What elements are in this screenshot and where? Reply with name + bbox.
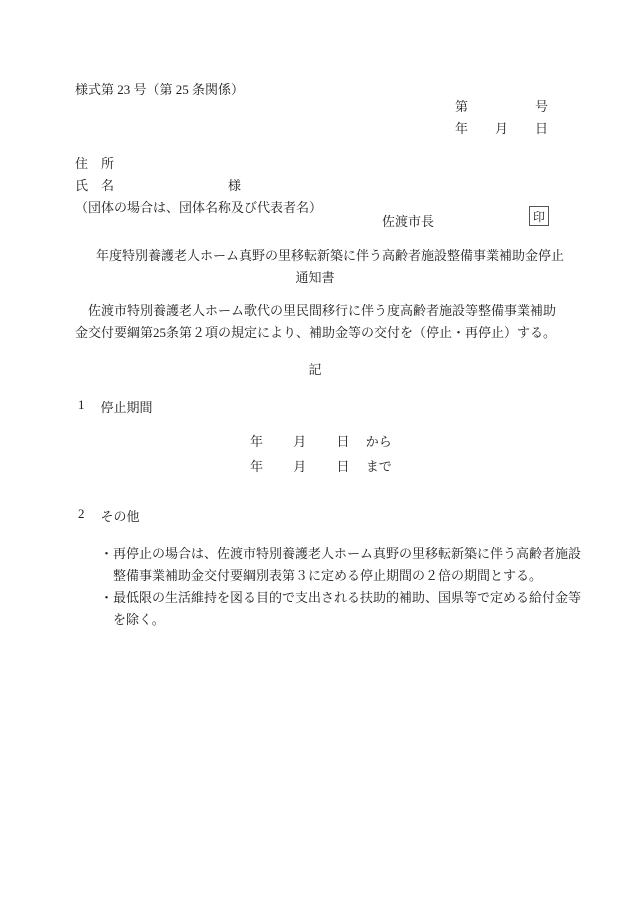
doc-number-prefix: 第 bbox=[455, 99, 469, 114]
honorific-label: 様 bbox=[228, 178, 242, 193]
period-to-line bbox=[250, 456, 392, 475]
other-notes-list bbox=[100, 543, 582, 631]
bullet-text-line: 再停止の場合は、佐渡市特別養護老人ホーム真野の里移転新築に伴う高齢者施設 bbox=[113, 546, 582, 561]
bullet-text-line: 整備事業補助金交付要綱別表第３に定める停止期間の２倍の期間とする。 bbox=[113, 568, 543, 583]
section-2-label: その他 bbox=[100, 509, 140, 524]
period-to-year: 年 bbox=[250, 459, 264, 474]
name-label-first: 氏 bbox=[75, 178, 89, 193]
document-title-line2: 通知書 bbox=[295, 270, 335, 285]
bullet-marker: ・ bbox=[100, 590, 114, 605]
body-line: 金交付要綱第25条第２項の規定により、補助金等の交付を（停止・再停止）する。 bbox=[75, 325, 557, 340]
address-label-second: 所 bbox=[101, 156, 115, 171]
record-marker: 記 bbox=[308, 362, 322, 377]
recipient-name-line bbox=[75, 175, 241, 194]
list-item bbox=[100, 543, 582, 587]
section-2-number: 2 bbox=[78, 506, 85, 521]
document-title-line1: 年度特別養護老人ホーム真野の里移転新築に伴う高齢者施設整備事業補助金停止 bbox=[95, 248, 564, 263]
period-from-line bbox=[250, 431, 392, 450]
name-label-second: 名 bbox=[101, 178, 115, 193]
date-month-label: 月 bbox=[494, 121, 508, 136]
period-from-day: 日 bbox=[336, 434, 350, 449]
date-year-label: 年 bbox=[455, 121, 469, 136]
period-from-month: 月 bbox=[293, 434, 307, 449]
bullet-text-line: を除く。 bbox=[113, 612, 165, 627]
document-number-line bbox=[455, 96, 548, 115]
period-from-year: 年 bbox=[250, 434, 264, 449]
doc-number-suffix: 号 bbox=[534, 99, 548, 114]
body-paragraph bbox=[75, 300, 557, 344]
issue-date-line bbox=[455, 118, 548, 137]
organization-note: （団体の場合は、団体名称及び代表者名） bbox=[75, 200, 323, 215]
list-item bbox=[100, 587, 582, 631]
section-2-heading bbox=[78, 506, 140, 525]
body-line: 佐渡市特別養護老人ホーム歌代の里民間移行に伴う度高齢者施設等整備事業補助 bbox=[88, 303, 557, 318]
bullet-text-line: 最低限の生活維持を図る目的で支出される扶助的補助、国県等で定める給付金等 bbox=[113, 590, 582, 605]
section-1-number: 1 bbox=[78, 397, 85, 412]
seal-placeholder-box bbox=[529, 206, 549, 226]
issuer-title: 佐渡市長 bbox=[382, 214, 435, 229]
section-1-heading bbox=[78, 397, 153, 416]
section-1-label: 停止期間 bbox=[100, 400, 153, 415]
form-number: 様式第 23 号（第 25 条関係） bbox=[75, 82, 245, 97]
document-title bbox=[0, 245, 630, 289]
period-to-month: 月 bbox=[293, 459, 307, 474]
period-to-suffix: まで bbox=[365, 459, 392, 474]
bullet-marker: ・ bbox=[100, 546, 114, 561]
seal-character: 印 bbox=[532, 209, 545, 224]
address-label-first: 住 bbox=[75, 156, 89, 171]
date-day-label: 日 bbox=[534, 121, 548, 136]
period-from-suffix: から bbox=[365, 434, 392, 449]
period-to-day: 日 bbox=[336, 459, 350, 474]
recipient-address-label bbox=[75, 153, 114, 172]
